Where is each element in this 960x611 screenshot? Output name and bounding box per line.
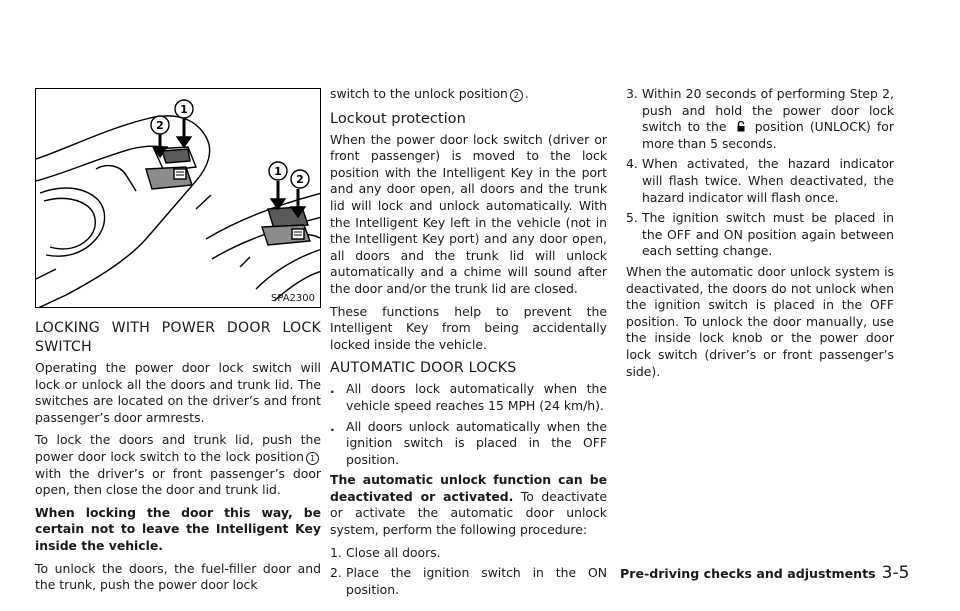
bullet-text: All doors unlock automatically when the ignition switch is placed in the OFF position. [346,418,607,467]
paragraph-lockout-behavior: When the power door lock switch (driver or front passenger) is moved to the lock position with the Intelligent Key in the port and any door open, all doors and the trunk lid will lock and unlock automatically. With the Intelligent Key left in the vehicle (not in the Intelligent Key port) and any door open, all doors and the trunk lid will unlock automatically and a chime will sound after the door and/or the trunk lid are closed. [330,131,607,296]
list-item [330,565,607,598]
column-1 [35,319,321,600]
paragraph-warning-key: When locking the door this way, be certain not to leave the Intelligent Key inside the vehicle. [35,504,321,553]
bullet-text: All doors lock automatically when the vehicle speed reaches 15 MPH (24 km/h). [346,381,607,413]
callout-1-label-right: 1 [274,165,282,178]
paragraph-unlock-continued [330,86,607,103]
page-number: 3-5 [881,563,910,583]
door-lock-switch-figure [35,88,321,308]
step-text: The ignition switch must be placed in the OFF and ON position again between each setting change. [642,210,894,259]
callout-1-label-left: 1 [180,103,188,116]
position-2-marker-icon: 2 [510,89,523,102]
step-number: 4. [626,156,638,172]
position-1-marker-icon: 1 [306,452,319,465]
list-item [626,86,894,152]
column-2 [330,86,607,602]
unlock-continued-text-b: . [524,86,529,101]
section-heading-locking: LOCKING WITH POWER DOOR LOCK SWITCH [35,320,321,355]
step-3-text-a: Within 20 seconds of performing Step 2, push and hold the power door lock switch to the [642,86,894,135]
paragraph-lockout-purpose: These functions help to prevent the Intelligent Key from being accidentally locked inside the vehicle. [330,303,607,352]
lock-procedure-text-a: To lock the doors and trunk lid, push the power door lock switch to the lock position [35,432,321,464]
section-heading-automatic-locks: AUTOMATIC DOOR LOCKS [330,360,517,377]
step-number: 1. [330,544,342,560]
list-item [330,545,607,562]
deactivate-rest-text: To deactivate or activate the automatic door unlock system, perform the following procedure: [330,488,607,538]
step-number: 3. [626,86,638,101]
subheading-lockout-protection: Lockout protection [330,109,466,127]
paragraph-deactivated-behavior: When the automatic door unlock system is deactivated, the doors do not unlock when the ignition switch is placed in the OFF position. To unlock the door manually, use the inside lock knob or the power door lock switch (driver’s or front passenger’s side). [626,263,894,379]
list-item [330,419,607,469]
page-footer [620,563,910,583]
unlock-padlock-icon [735,120,747,132]
list-item [626,156,894,206]
step-number: 2. [330,565,342,581]
figure-code: SPA2300 [270,293,315,304]
callout-2-label-right: 2 [296,173,304,186]
step-text: When activated, the hazard indicator will flash twice. When deactivated, the hazard indicator will flash once. [642,156,894,205]
lock-procedure-text-b: with the driver’s or front passenger’s door open, then close the door and trunk lid. [35,465,321,498]
paragraph-lock-procedure [35,432,321,498]
step-number: 5. [626,210,638,226]
step-text: Close all doors. [346,544,441,560]
paragraph-switch-intro: Operating the power door lock switch will lock or unlock all the doors and trunk lid. The switches are located on the driver’s and front passenger’s door armrests. [35,360,321,425]
door-lock-switch-illustration [36,89,321,308]
footer-section-title: Pre-driving checks and adjustments [620,566,876,581]
paragraph-unlock-procedure: To unlock the doors, the fuel-filler door and the trunk, push the power door lock [35,560,321,593]
bullet-marker: . [330,418,335,434]
list-item [330,381,607,414]
step-3-text-b: position (UNLOCK) for more than 5 seconds. [642,119,894,151]
paragraph-deactivate-intro [330,472,607,538]
bullet-marker: . [330,381,335,397]
callout-2-label-left: 2 [156,119,164,132]
column-3 [626,86,894,386]
step-text: Place the ignition switch in the ON position. [346,565,607,597]
list-item [626,210,894,260]
deactivate-bold-text: The automatic unlock function can be deactivated or activated. [330,472,607,504]
unlock-continued-text-a: switch to the unlock position [330,86,508,101]
